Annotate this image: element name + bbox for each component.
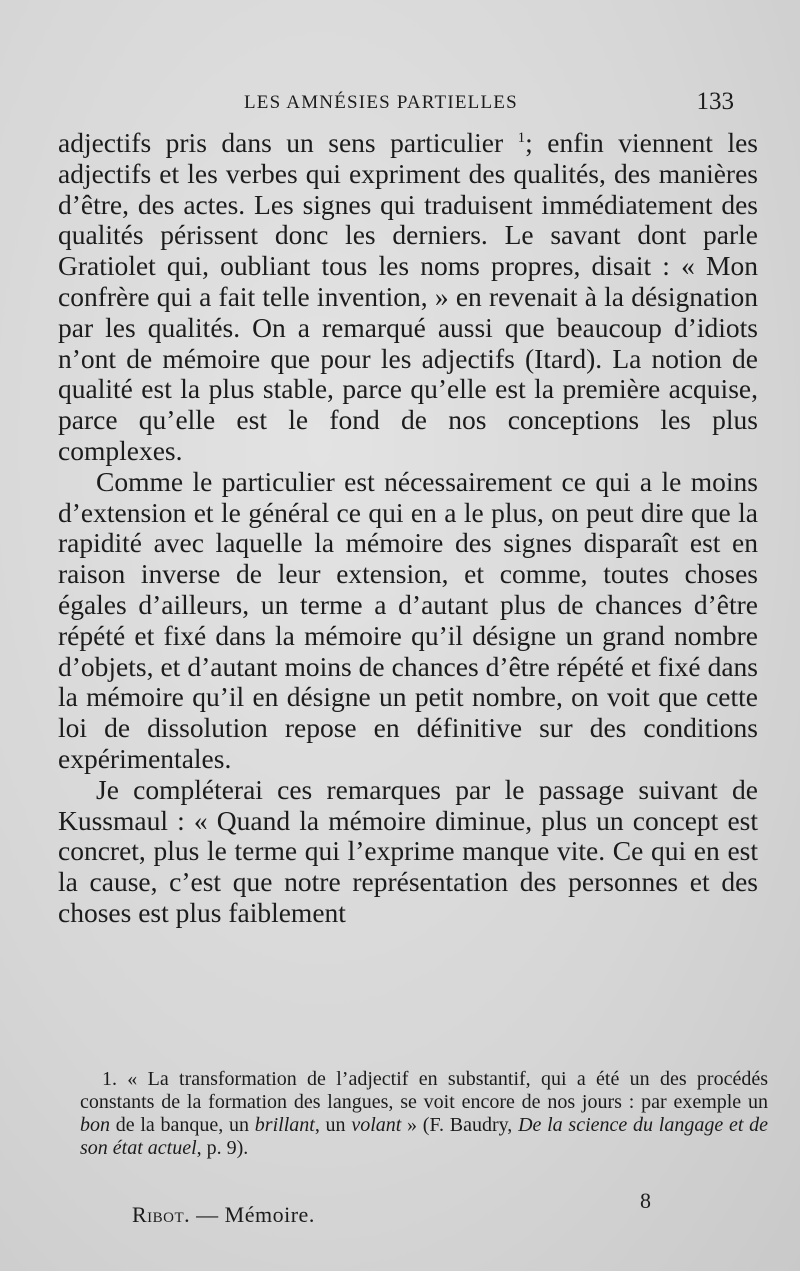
- body-text: [58, 128, 758, 929]
- footnote-italic-volant: volant: [351, 1114, 402, 1136]
- page-footer: [132, 1202, 315, 1228]
- paragraph-3: Je compléterai ces remarques par le passage suivant de Kussmaul : « Quand la mémoire diminue, plus un concept est concret, plus le terme qui l’exprime manque vite. Ce qui en est la cause, c’est que notre représentation des personnes et des choses est plus faiblement: [58, 773, 758, 928]
- page-number: 133: [696, 88, 734, 115]
- footnote-text: » (F. Baudry,: [401, 1114, 519, 1136]
- paragraph-1-start: adjectifs pris dans un sens particulier: [58, 127, 518, 158]
- footnote-text: , un: [314, 1114, 352, 1136]
- footer-title: Mémoire.: [224, 1202, 315, 1227]
- footnote-text: « La transformation de l’adjectif en substantif, qui a été un des procédés constants de la formation des langues, se voit encore de nos jours : par exemple un: [80, 1068, 768, 1113]
- paragraph-1-rest: ; enfin viennent les adjectifs et les verbes qui expriment des qualités, des manières d’être, des actes. Les signes qui traduisent immédiatement des qualités périssent donc les derniers. Le savant dont parle Gratiolet qui, oubliant tous les noms propres, disait : « Mon confrère qui a fait telle invention, » en revenait à la désignation par les qualités. On a remarqué aussi que beaucoup d’idiots n’ont de mémoire que pour les adjectifs (Itard). La notion de qualité est la plus stable, parce qu’elle est la première acquise, parce qu’elle est le fond de nos conceptions les plus complexes.: [58, 127, 758, 466]
- paragraph-1: [58, 128, 758, 467]
- running-head: LES AMNÉSIES PARTIELLES: [244, 92, 518, 113]
- footnote-italic-title: De la science du langage et de son état actuel: [80, 1114, 769, 1159]
- footnote-text: de la banque, un: [110, 1114, 255, 1136]
- footer-author: Ribot.: [132, 1202, 191, 1227]
- footnote-text: , p. 9).: [196, 1137, 249, 1159]
- page-header: [58, 88, 738, 122]
- footnote-1: [80, 1068, 768, 1160]
- signature-mark: 8: [640, 1188, 651, 1213]
- paragraph-2: Comme le particulier est nécessairement ce qui a le moins d’extension et le général ce qui en a le plus, on peut dire que la rapidité avec laquelle la mémoire des signes disparaît est en raison inverse de leur extension, et comme, toutes choses égales d’ailleurs, un terme a d’autant plus de chances d’être répété et fixé dans la mémoire qu’il désigne un grand nombre d’objets, et d’autant moins de chances d’être répété et fixé dans la mémoire qu’il en désigne un petit nombre, on voit que cette loi de dissolution repose en définitive sur des conditions expérimentales.: [58, 465, 758, 774]
- footnote-italic-brillant: brillant: [254, 1114, 315, 1136]
- footnote-marker: 1.: [102, 1068, 117, 1090]
- footer-separator: —: [190, 1202, 225, 1227]
- footnote-reference: 1: [517, 129, 526, 146]
- footnotes: [80, 1068, 768, 1160]
- footnote-italic-bon: bon: [80, 1114, 110, 1136]
